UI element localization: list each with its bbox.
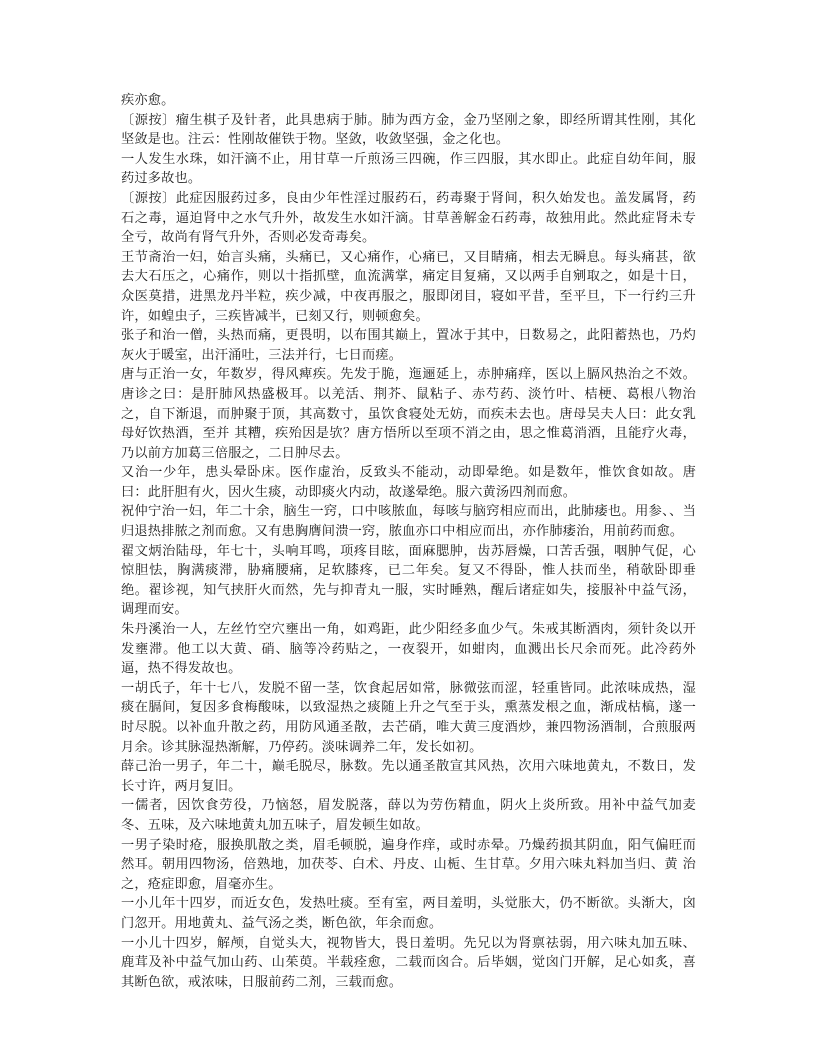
paragraph: 〔源按〕瘤生棋子及针者，此具患病于肺。肺为西方金，金乃坚刚之象，即经所谓其性刚，其化坚敛是也。注云：性刚故催铁于物。坚敛，收敛坚强，金之化也。 bbox=[121, 112, 696, 148]
paragraph: 翟文炳治陆母，年七十，头响耳鸣，项疼目眩，面麻腮肿，齿苏唇燥，口苦舌强，咽肿气促，心惊胆怯，胸满痰滞，胁痛腰痛，足软膝疼，已二年矣。复又不得卧，惟人扶而坐，稍欹卧即垂绝。翟诊视，知气挟肝火而然，先与抑青丸一服，实时睡熟，醒后诸症如失，接服补中益气汤，调理而安。 bbox=[121, 543, 696, 618]
paragraph: 唐与正治一女，年数岁，得风痺疾。先发于脆，迤逦延上，赤肿痛痒，医以上膈风热治之不效。唐诊之曰：是肝肺风热盛极耳。以羌活、荆芥、鼠粘子、赤芍药、淡竹叶、桔梗、葛根八物治之，自下渐退，而肿聚于顶，其高数寸，虽饮食寝处无妨，而疾未去也。唐母吴夫人曰：此女乳母好饮热酒，至并 其糟，疾殆因是欤？唐方悟所以至项不消之由，思之惟葛消酒，且能疗火毒，乃以前方加葛三倍服之，二日肿尽去。 bbox=[121, 367, 696, 461]
paragraph: 又治一少年，患头晕卧床。医作虚治，反致头不能动，动即晕绝。如是数年，惟饮食如故。唐曰：此肝胆有火，因火生痰，动即痰火内动，故遂晕绝。服六黄汤四剂而愈。 bbox=[121, 465, 696, 500]
paragraph: 一人发生水珠，如汗滴不止，用甘草一斤煎汤三四碗，作三四服，其水即止。此症自幼年间，服药过多故也。 bbox=[121, 151, 696, 187]
paragraph: 张子和治一僧，头热而痛，更畏明，以布围其巅上，置冰于其中，日数易之，此阳蓄热也，乃灼灰火于暖室，出汗涌吐，三法并行，七日而瘥。 bbox=[121, 328, 696, 363]
document-page bbox=[121, 91, 696, 992]
paragraph: 疾亦愈。 bbox=[121, 93, 175, 108]
paragraph: 一胡氏子，年十七八，发脱不留一茎，饮食起居如常，脉微弦而涩，轻重皆同。此浓味成热，湿痰在膈间，复因多食梅酸味，以致湿热之痰随上升之气至于头，熏蒸发根之血，渐成枯槁，遂一时尽脱。以补血升散之药，用防风通圣散，去芒硝，唯大黄三度酒炒，兼四物汤酒制，合煎服两月余。诊其脉湿热渐解，乃停药。淡味调养二年，发长如初。 bbox=[121, 680, 696, 755]
paragraph: 祝仲宁治一妇，年二十余，脑生一窍，口中咳脓血，每咳与脑窍相应而出，此肺痿也。用参、、当归退热排脓之剂而愈。又有患胸膺间溃一窍，脓血亦口中相应而出，亦作肺痿治，用前药而愈。 bbox=[121, 504, 696, 540]
paragraph: 〔源按〕此症因服药过多，良由少年性淫过服药石，药毒聚于肾间，积久始发也。盖发属肾，药石之毒，逼迫肾中之水气升外，故发生水如汗滴。甘草善解金石药毒，故独用此。然此症肾未专全亏，故尚有肾气升外，否则必发奇毒矣。 bbox=[121, 190, 696, 246]
paragraph: 一小儿十四岁，解颅，自觉头大，视物皆大，畏日羞明。先兄以为肾禀祛弱，用六味丸加五味、鹿茸及补中益气加山药、山茱萸。半载痊愈，二载而囟合。后毕姻，觉囟门开解，足心如炙，喜其断色欲，戒浓味，日服前药二剂，三载而愈。 bbox=[121, 935, 696, 990]
paragraph: 朱丹溪治一人，左丝竹空穴壅出一角，如鸡距，此少阳经多血少气。朱戒其断酒肉，须针灸以开发壅滞。他工以大黄、硝、脑等冷药贴之，一夜裂开，如蚶肉，血溅出长尺余而死。此冷药外逼，热不得发故也。 bbox=[121, 622, 696, 677]
paragraph: 一儒者，因饮食劳役，乃恼怒，眉发脱落，薛以为劳伤精血，阴火上炎所致。用补中益气加麦冬、五味，及六味地黄丸加五味子，眉发顿生如故。 bbox=[121, 798, 696, 833]
paragraph: 一小儿年十四岁，而近女色，发热吐痰。至有室，两目羞明，头觉胀大，仍不断欲。头渐大，囟门忽开。用地黄丸、益气汤之类，断色欲，年余而愈。 bbox=[121, 896, 696, 931]
paragraph: 王节斋治一妇，始言头痛，头痛已，又心痛作，心痛已，又目睛痛，相去无瞬息。每头痛甚，欲去大石压之，心痛作，则以十指抓壁，血流满掌，痛定目复痛，又以两手自剜取之，如是十日，众医莫措，进黑龙丹半粒，疾少减，中夜再服之，服即闭目，寝如平昔，至平旦，下一行约三升许，如蝗虫子，三疾皆减半，已刻又行，则顿愈矣。 bbox=[121, 249, 696, 324]
paragraph: 一男子染时疮，服换肌散之类，眉毛顿脱，遍身作痒，或时赤晕。乃燥药损其阴血，阳气偏旺而然耳。朝用四物汤，倍熟地，加茯苓、白术、丹皮、山栀、生甘草。夕用六味丸料加当归、黄 治之，疮症即愈，眉毫亦生。 bbox=[121, 837, 696, 892]
paragraph: 薛己治一男子，年二十，巅毛脱尽，脉数。先以通圣散宣其风热，次用六味地黄丸，不数日，发长寸许，两月复旧。 bbox=[121, 759, 696, 794]
